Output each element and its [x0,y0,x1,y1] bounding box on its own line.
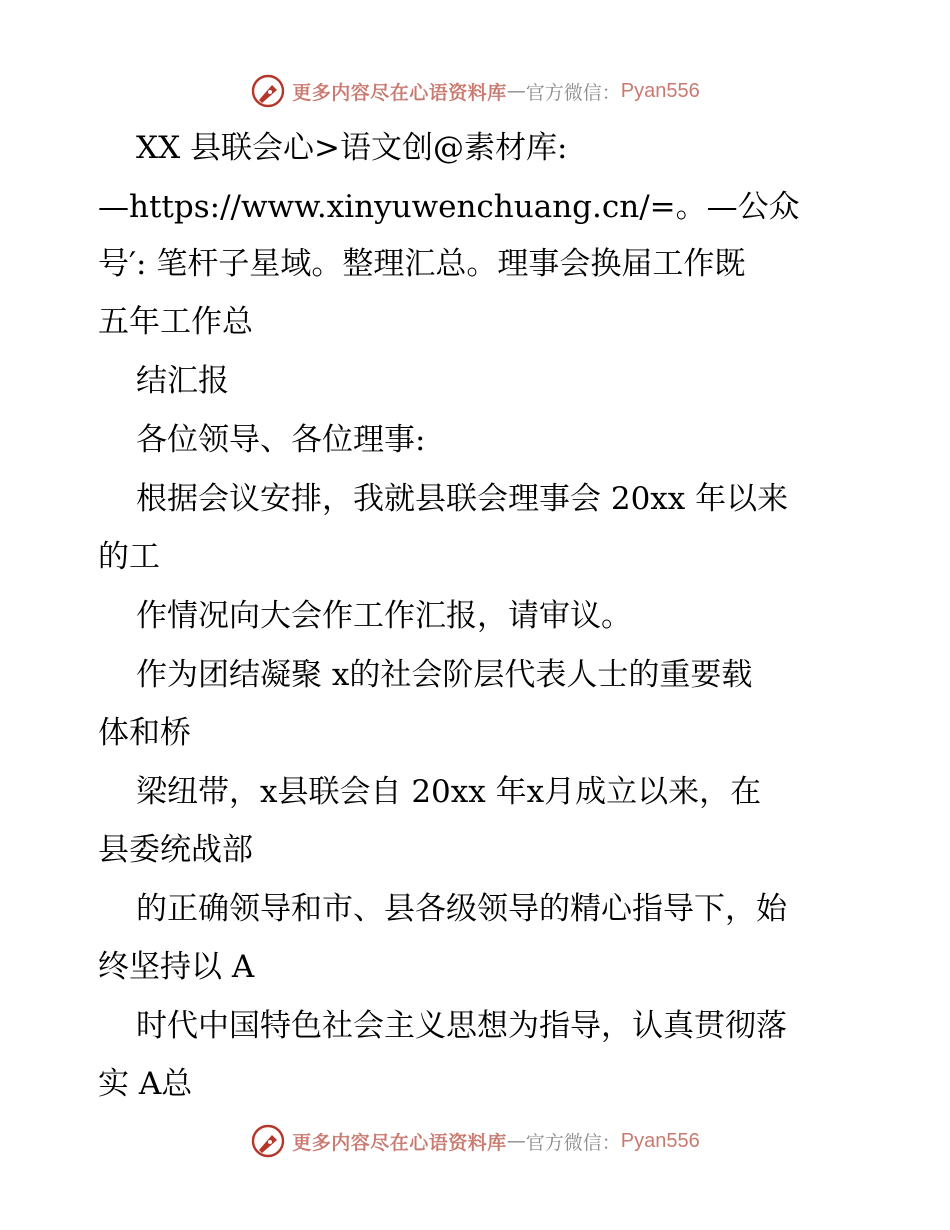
banner-brand-text: 更多内容尽在心语资料库 [292,1131,507,1154]
banner-separator: — [506,80,526,102]
doc-line: 根据会议安排，我就县联会理事会 20xx 年以来 [136,481,789,517]
doc-line: 号′: 笔杆子星域。整理汇总。理事会换届工作既 [98,246,746,282]
doc-line: 的正确领导和市、县各级领导的精心指导下，始 [136,891,787,927]
banner-wechat-id: Pyan556 [620,1129,700,1152]
pen-nib-logo-icon [250,1123,286,1159]
doc-line: —https://www.xinyuwenchuang.cn/=。—公众 [98,189,800,225]
doc-line: 作情况向大会作工作汇报，请审议。 [136,598,632,634]
doc-line: XX 县联会心>语文创@素材库: [136,130,568,166]
footer-banner [0,1121,950,1161]
doc-line: 县委统战部 [98,832,253,868]
doc-line: 各位领导、各位理事: [136,422,426,458]
banner-wechat-label: 官方微信： [525,1131,621,1154]
pen-nib-logo-icon [250,73,286,109]
banner-brand-text: 更多内容尽在心语资料库 [292,81,507,104]
banner-wechat-id: Pyan556 [620,79,700,102]
doc-line: 的工 [98,539,160,575]
banner-wechat-label: 官方微信： [525,81,621,104]
doc-line: 结汇报 [136,363,229,399]
doc-line: 实 A总 [98,1066,193,1102]
doc-line: 五年工作总 [98,304,253,340]
header-banner [0,71,950,111]
banner-separator: — [506,1130,526,1152]
doc-line: 作为团结凝聚 x的社会阶层代表人士的重要载 [136,657,753,693]
doc-line: 梁纽带，x县联会自 20xx 年x月成立以来，在 [136,774,762,810]
doc-line: 体和桥 [98,715,191,751]
doc-line: 终坚持以 A [98,949,255,985]
doc-line: 时代中国特色社会主义思想为指导，认真贯彻落 [136,1008,787,1044]
